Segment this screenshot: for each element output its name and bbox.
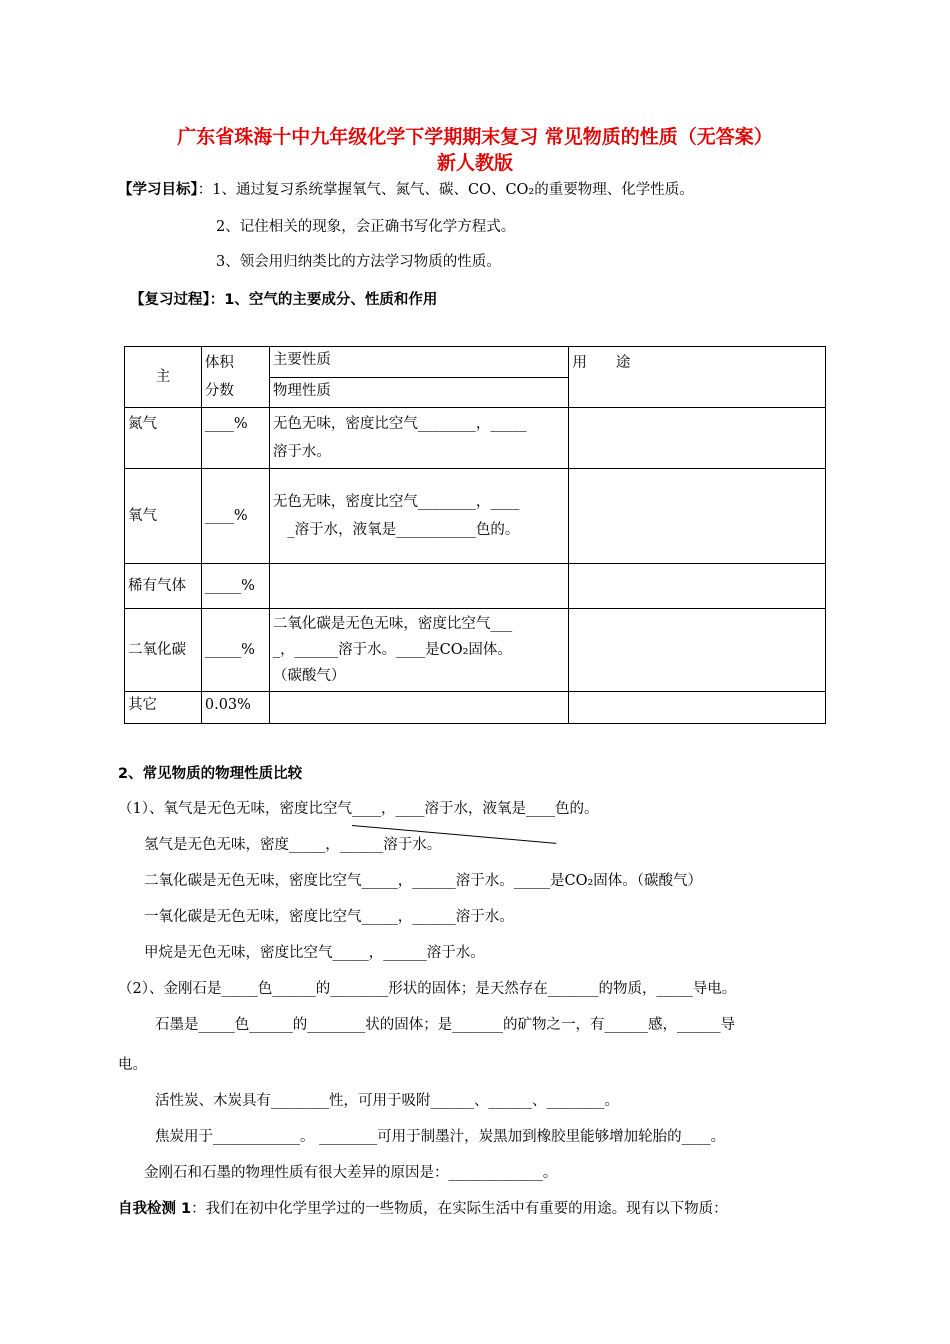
process-label: 【复习过程】 [130,292,210,308]
row-use [569,692,826,724]
row-name: 氮气 [125,408,202,469]
section2-line2: 氢气是无色无味，密度_____，______溶于水。 [144,837,442,853]
row-properties: 无色无味，密度比空气________，_____ 溶于水。 [269,408,569,469]
row-fraction: _____% [201,564,269,609]
section2-line6: （2）、金刚石是_____色______的________形状的固体；是天然存在_______的物质，_____导电。 [118,981,737,997]
air-components-table [124,346,826,724]
table-row [125,609,826,692]
header-volume-1: 体积 [204,355,234,371]
header-use: 用 途 [569,347,826,408]
row-fraction: _____% [201,609,269,692]
row-use [569,564,826,609]
section2-line3: 二氧化碳是无色无味，密度比空气_____，______溶于水。_____是CO₂固体。（碳酸气） [144,873,703,889]
process-item1: ：1、空气的主要成分、性质和作用 [209,292,438,308]
row-fraction: 0.03% [201,692,269,724]
goals-item1: ：1、通过复习系统掌握氧气、氮气、碳、CO、CO₂的重要物理、化学性质。 [197,182,694,198]
row-fraction: ____% [201,469,269,564]
row-name: 二氧化碳 [125,609,202,692]
row-properties [269,692,569,724]
goals-line1 [118,178,694,199]
section2-line10: 焦炭用于____________。 ________可用于制墨汁，炭黑加到橡胶里能够增加轮胎的____。 [155,1129,726,1145]
row-use [569,469,826,564]
row-properties: 无色无味，密度比空气________，____ _溶于水，液氧是___________色的。 [269,469,569,564]
section2-heading: 2、常见物质的物理性质比较 [118,766,303,782]
header-main: 主 [125,347,202,408]
process-line1 [130,288,437,309]
row-fraction: ____% [201,408,269,469]
section2-line1: （1）、氧气是无色无味，密度比空气____，____溶于水，液氧是____色的。 [118,801,599,817]
row-properties [269,564,569,609]
selfcheck-label: 自我检测 1 [118,1201,192,1217]
row-use [569,609,826,692]
section2-line9: 活性炭、木炭具有________性，可用于吸附______、______、________。 [155,1093,619,1109]
selfcheck-line [118,1197,728,1218]
section2-line11: 金刚石和石墨的物理性质有很大差异的原因是：_____________。 [144,1165,558,1181]
header-physical: 物理性质 [269,378,569,408]
table-row [125,469,826,564]
header-volume-2: 分数 [204,383,234,399]
goals-label: 【学习目标】 [118,182,198,198]
section2-line8: 电。 [118,1057,147,1073]
row-name: 稀有气体 [125,564,202,609]
doc-title-line2: 新人教版 [436,152,513,174]
goals-item3: 3、领会用归纳类比的方法学习物质的性质。 [216,254,501,270]
header-properties: 主要性质 [269,347,569,378]
section2-line7: 石墨是_____色______的________状的固体；是_______的矿物之一，有______感，______导 [155,1017,735,1033]
doc-title-line1: 广东省珠海十中九年级化学下学期期末复习 常见物质的性质（无答案） [177,126,773,148]
goals-item2: 2、记住相关的现象，会正确书写化学方程式。 [216,219,516,235]
table-row [125,692,826,724]
section2-line5: 甲烷是无色无味，密度比空气_____，______溶于水。 [144,945,485,961]
selfcheck-text: ：我们在初中化学里学过的一些物质，在实际生活中有重要的用途。现有以下物质： [191,1201,728,1217]
row-use [569,408,826,469]
section2-line4: 一氧化碳是无色无味，密度比空气_____，______溶于水。 [144,909,514,925]
row-properties: 二氧化碳是无色无味，密度比空气___ _，______溶于水。____是CO₂固体。 （碳酸气） [269,609,569,692]
row-name: 其它 [125,692,202,724]
table-row [125,408,826,469]
header-volume [201,347,269,408]
table-row [125,564,826,609]
row-name: 氧气 [125,469,202,564]
